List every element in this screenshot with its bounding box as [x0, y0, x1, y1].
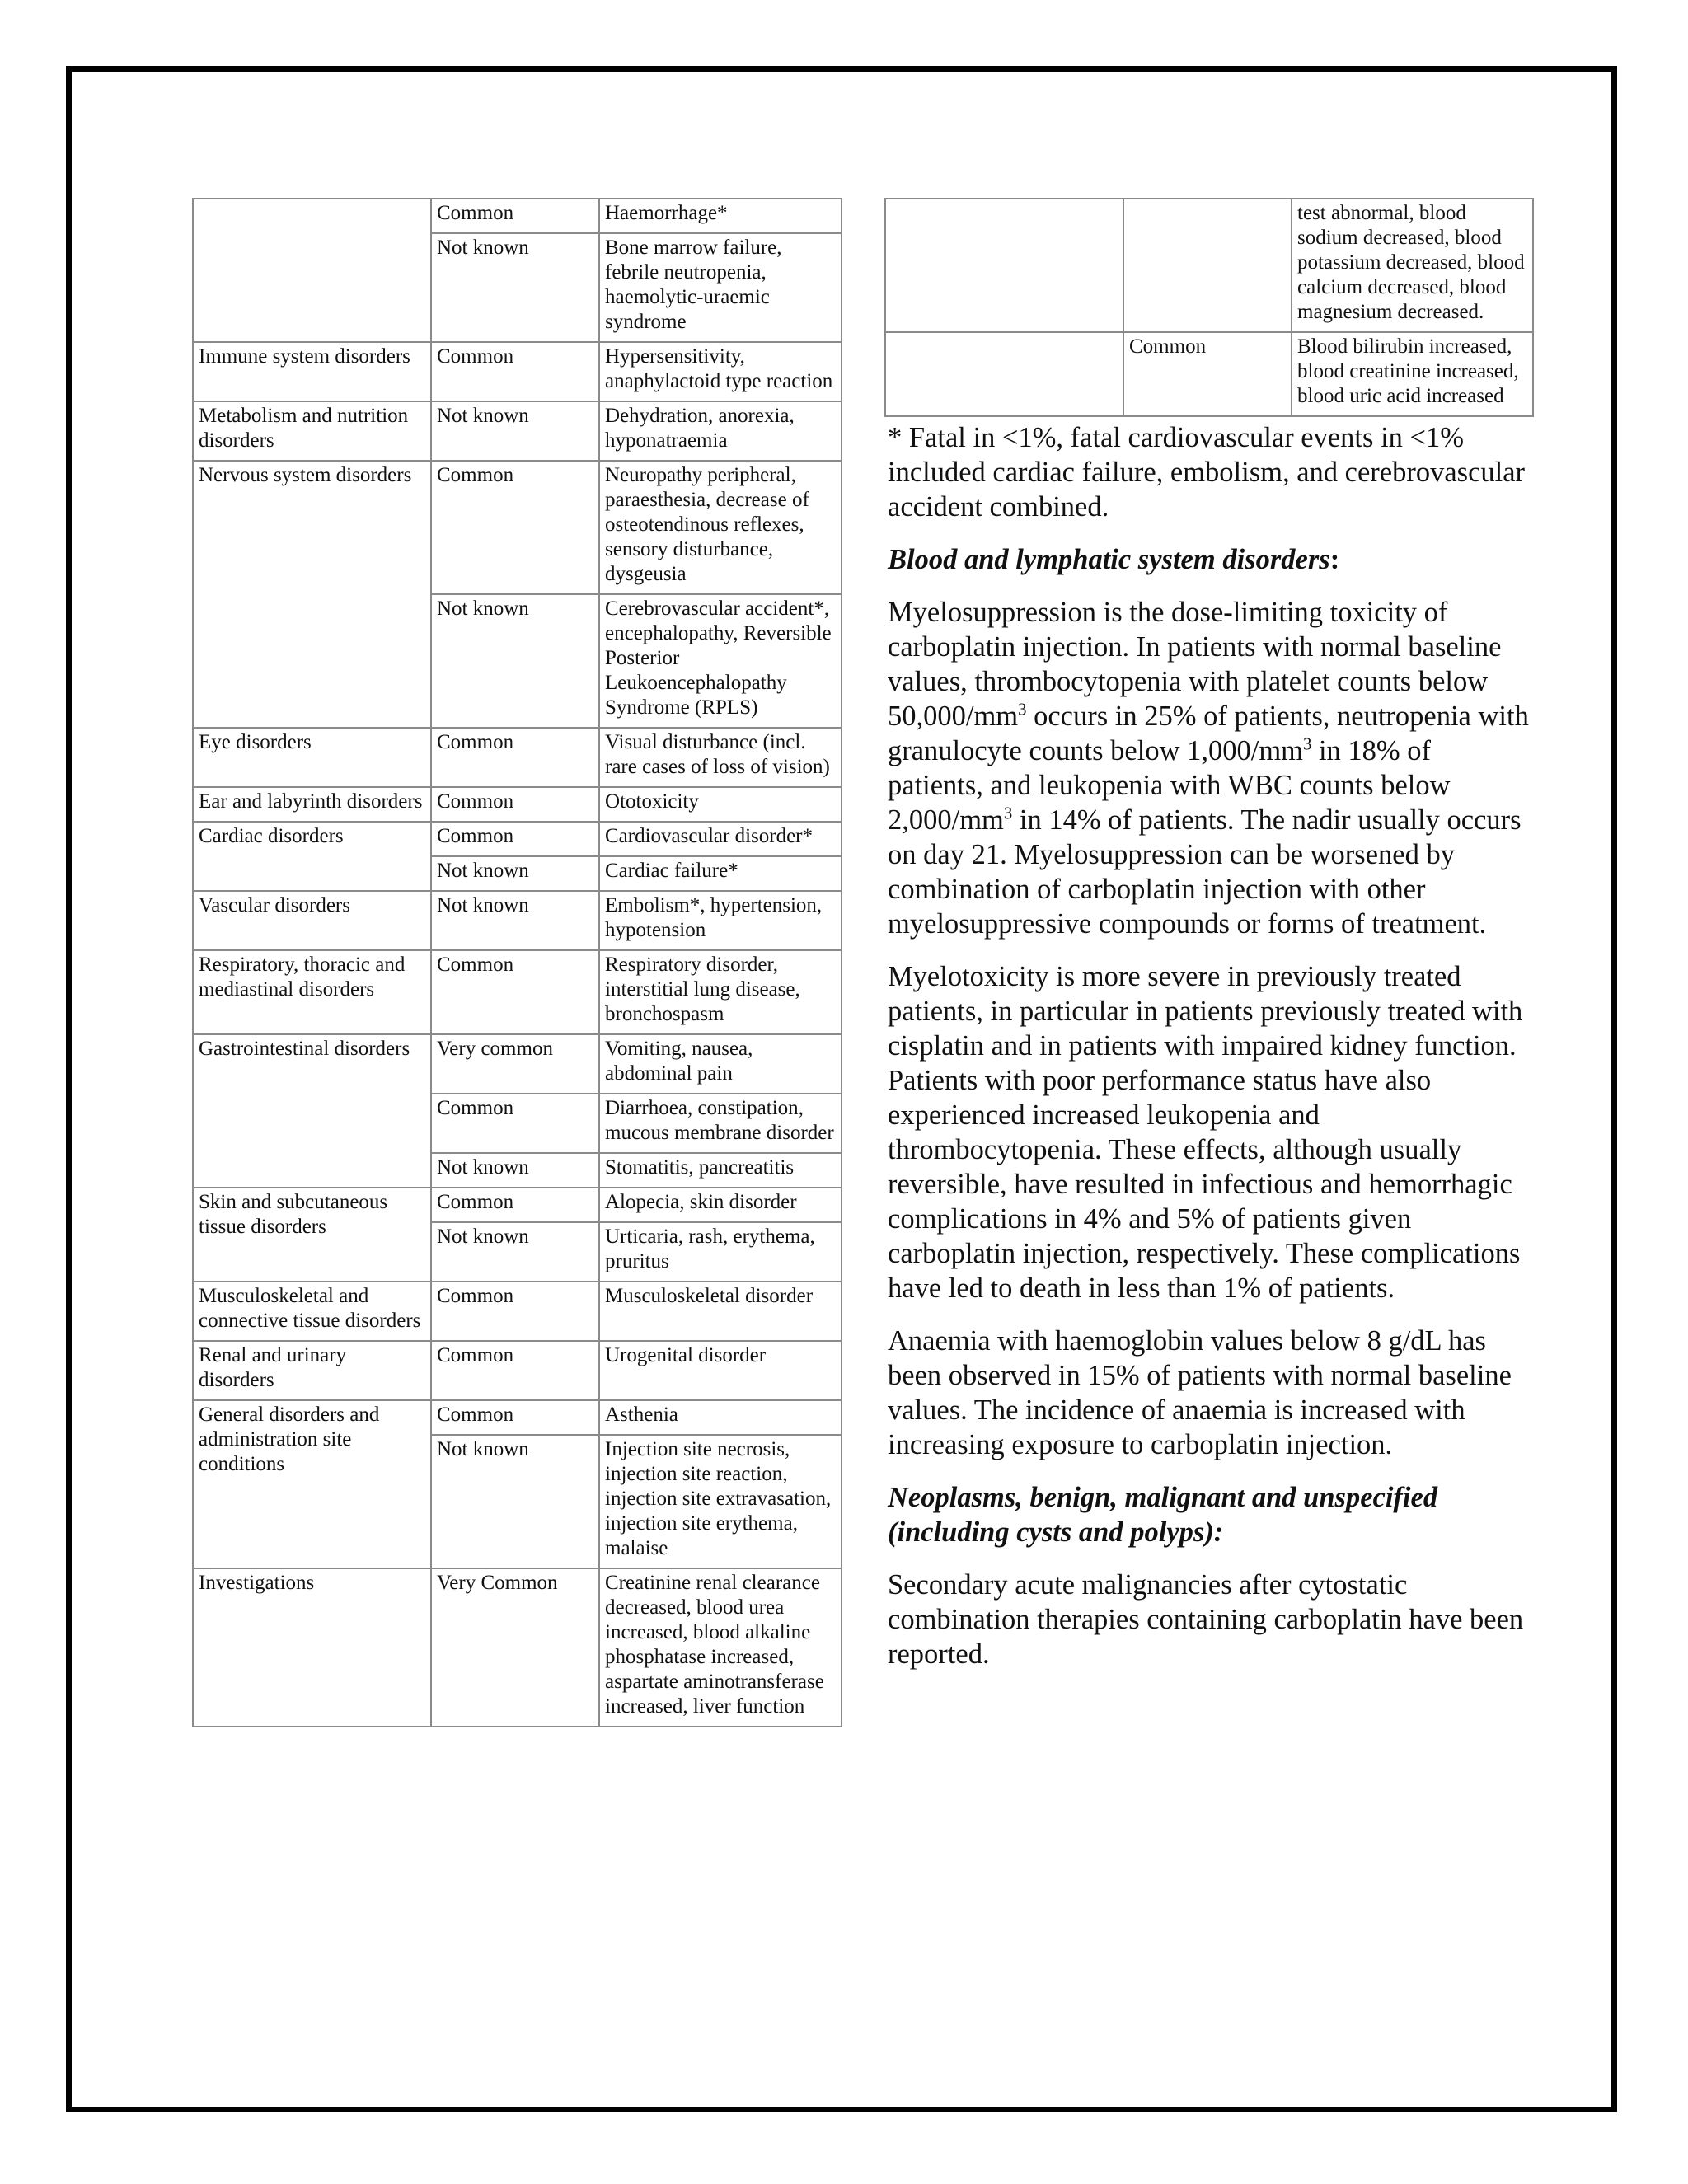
table-row [885, 199, 1533, 332]
system-organ-class-cell [885, 332, 1123, 416]
system-organ-class-cell: Eye disorders [193, 728, 431, 787]
superscript: 3 [1018, 701, 1027, 719]
frequency-cell: Common [431, 787, 599, 822]
adverse-reaction-cell: Stomatitis, pancreatitis [599, 1153, 842, 1188]
frequency-cell: Not known [431, 1435, 599, 1568]
table-row [193, 1188, 842, 1222]
paragraph-myelosuppression [888, 595, 1532, 941]
adverse-reaction-cell: Visual disturbance (incl. rare cases of loss of vision) [599, 728, 842, 787]
section-heading-colon: : [1329, 544, 1340, 575]
adverse-reaction-cell: Bone marrow failure, febrile neutropenia, haemolytic-uraemic syndrome [599, 233, 842, 342]
system-organ-class-cell: Gastrointestinal disorders [193, 1034, 431, 1188]
frequency-cell: Common [431, 461, 599, 594]
adverse-reaction-cell: Neuropathy peripheral, paraesthesia, decrease of osteotendinous reflexes, sensory disturbance, dysgeusia [599, 461, 842, 594]
table-row [193, 199, 842, 233]
adverse-reactions-table-continued [884, 198, 1534, 417]
adverse-reaction-cell: Ototoxicity [599, 787, 842, 822]
frequency-cell: Not known [431, 233, 599, 342]
system-organ-class-cell: Renal and urinary disorders [193, 1341, 431, 1400]
adverse-reaction-cell: Musculoskeletal disorder [599, 1282, 842, 1341]
section-heading-text: Blood and lymphatic system disorders [888, 544, 1330, 575]
adverse-reaction-cell: Creatinine renal clearance decreased, blood urea increased, blood alkaline phosphatase increased, aspartate aminotransferase increased, liver function [599, 1568, 842, 1727]
frequency-cell: Not known [431, 1153, 599, 1188]
frequency-cell: Common [431, 950, 599, 1034]
text-run: in 14% of patients. The nadir usually occurs on day 21. Myelosuppression can be worsened by combination of carboplatin injection with other myelosuppressive compounds or forms of treatment. [888, 804, 1522, 940]
paragraph-anaemia: Anaemia with haemoglobin values below 8 g/dL has been observed in 15% of patients with normal baseline values. The incidence of anaemia is increased with increasing exposure to carboplatin injection. [888, 1325, 1512, 1460]
frequency-cell: Common [431, 728, 599, 787]
table-row [193, 950, 842, 1034]
frequency-cell [1123, 199, 1292, 332]
system-organ-class-cell: Vascular disorders [193, 891, 431, 950]
frequency-cell: Not known [431, 856, 599, 891]
frequency-cell: Common [431, 822, 599, 856]
adverse-reaction-cell: Cerebrovascular accident*, encephalopathy, Reversible Posterior Leukoencephalopathy Syndrome (RPLS) [599, 594, 842, 728]
adverse-reactions-table [192, 198, 842, 1727]
frequency-cell: Not known [431, 401, 599, 461]
system-organ-class-cell: Musculoskeletal and connective tissue disorders [193, 1282, 431, 1341]
adverse-reaction-cell: Hypersensitivity, anaphylactoid type reaction [599, 342, 842, 401]
adverse-reaction-cell: Respiratory disorder, interstitial lung disease, bronchospasm [599, 950, 842, 1034]
adverse-reaction-cell: Vomiting, nausea, abdominal pain [599, 1034, 842, 1094]
adverse-reaction-cell: Haemorrhage* [599, 199, 842, 233]
table-row [193, 1400, 842, 1435]
system-organ-class-cell: Ear and labyrinth disorders [193, 787, 431, 822]
table-row [193, 1341, 842, 1400]
frequency-cell: Not known [431, 594, 599, 728]
frequency-cell: Common [431, 1341, 599, 1400]
section-heading-blood-lymphatic [888, 542, 1532, 577]
table-row [193, 891, 842, 950]
table-row [193, 1568, 842, 1727]
table-row [885, 332, 1533, 416]
adverse-reaction-cell: Dehydration, anorexia, hyponatraemia [599, 401, 842, 461]
system-organ-class-cell: Skin and subcutaneous tissue disorders [193, 1188, 431, 1282]
adverse-reaction-cell: Embolism*, hypertension, hypotension [599, 891, 842, 950]
paragraph-myelotoxicity: Myelotoxicity is more severe in previously treated patients, in particular in patients previously treated with cisplatin and in patients with impaired kidney function. Patients with poor performance status have also experienced increased leukopenia and thrombocytopenia. These effects, although usually reversible, have resulted in infectious and hemorrhagic complications in 4% and 5% of patients given carboplatin injection, respectively. These complications have led to death in less than 1% of patients. [888, 961, 1523, 1304]
system-organ-class-cell: Immune system disorders [193, 342, 431, 401]
system-organ-class-cell [193, 199, 431, 342]
table-row [193, 822, 842, 856]
frequency-cell: Very Common [431, 1568, 599, 1727]
system-organ-class-cell: General disorders and administration site conditions [193, 1400, 431, 1568]
adverse-reaction-cell: Injection site necrosis, injection site reaction, injection site extravasation, injection site erythema, malaise [599, 1435, 842, 1568]
frequency-cell: Common [431, 1400, 599, 1435]
system-organ-class-cell: Nervous system disorders [193, 461, 431, 728]
frequency-cell: Common [431, 342, 599, 401]
text-run: occurs in 25% of patients, neutropenia with granulocyte counts below 1,000/mm [888, 701, 1529, 766]
right-column [884, 198, 1532, 1690]
table-row [193, 787, 842, 822]
adverse-reaction-cell: Alopecia, skin disorder [599, 1188, 842, 1222]
table-row [193, 401, 842, 461]
paragraph-secondary-malignancies: Secondary acute malignancies after cytostatic combination therapies containing carboplatin have been reported. [888, 1569, 1524, 1670]
superscript: 3 [1303, 735, 1312, 754]
body-text [884, 420, 1532, 1671]
frequency-cell: Common [431, 1188, 599, 1222]
frequency-cell: Common [1123, 332, 1292, 416]
system-organ-class-cell: Investigations [193, 1568, 431, 1727]
table-row [193, 728, 842, 787]
section-heading-neoplasms: Neoplasms, benign, malignant and unspecified (including cysts and polyps): [888, 1482, 1438, 1548]
system-organ-class-cell [885, 199, 1123, 332]
system-organ-class-cell: Metabolism and nutrition disorders [193, 401, 431, 461]
left-column [192, 198, 841, 1727]
frequency-cell: Common [431, 1282, 599, 1341]
table-row [193, 461, 842, 594]
adverse-reaction-cell: Cardiac failure* [599, 856, 842, 891]
adverse-reaction-cell: Diarrhoea, constipation, mucous membrane disorder [599, 1094, 842, 1153]
table-row [193, 1282, 842, 1341]
adverse-reaction-cell: Urogenital disorder [599, 1341, 842, 1400]
adverse-reaction-cell: Asthenia [599, 1400, 842, 1435]
table-row [193, 342, 842, 401]
frequency-cell: Not known [431, 1222, 599, 1282]
adverse-reaction-cell: test abnormal, blood sodium decreased, blood potassium decreased, blood calcium decreased, blood magnesium decreased. [1292, 199, 1533, 332]
text-run: in 18% of patients, and leukopenia with WBC counts below 2,000/mm [888, 735, 1451, 836]
superscript: 3 [1003, 804, 1013, 823]
adverse-reaction-cell: Urticaria, rash, erythema, pruritus [599, 1222, 842, 1282]
adverse-reaction-cell: Blood bilirubin increased, blood creatinine increased, blood uric acid increased [1292, 332, 1533, 416]
system-organ-class-cell: Cardiac disorders [193, 822, 431, 891]
frequency-cell: Common [431, 1094, 599, 1153]
frequency-cell: Not known [431, 891, 599, 950]
system-organ-class-cell: Respiratory, thoracic and mediastinal disorders [193, 950, 431, 1034]
table-row [193, 1034, 842, 1094]
adverse-reaction-cell: Cardiovascular disorder* [599, 822, 842, 856]
text-run: Myelosuppression is the dose-limiting toxicity of carboplatin injection. In patients with normal baseline values, thrombocytopenia with platelet counts below 50,000/mm [888, 597, 1502, 732]
frequency-cell: Very common [431, 1034, 599, 1094]
table-footnote: * Fatal in <1%, fatal cardiovascular events in <1% included cardiac failure, embolism, and cerebrovascular accident combined. [888, 422, 1526, 523]
frequency-cell: Common [431, 199, 599, 233]
